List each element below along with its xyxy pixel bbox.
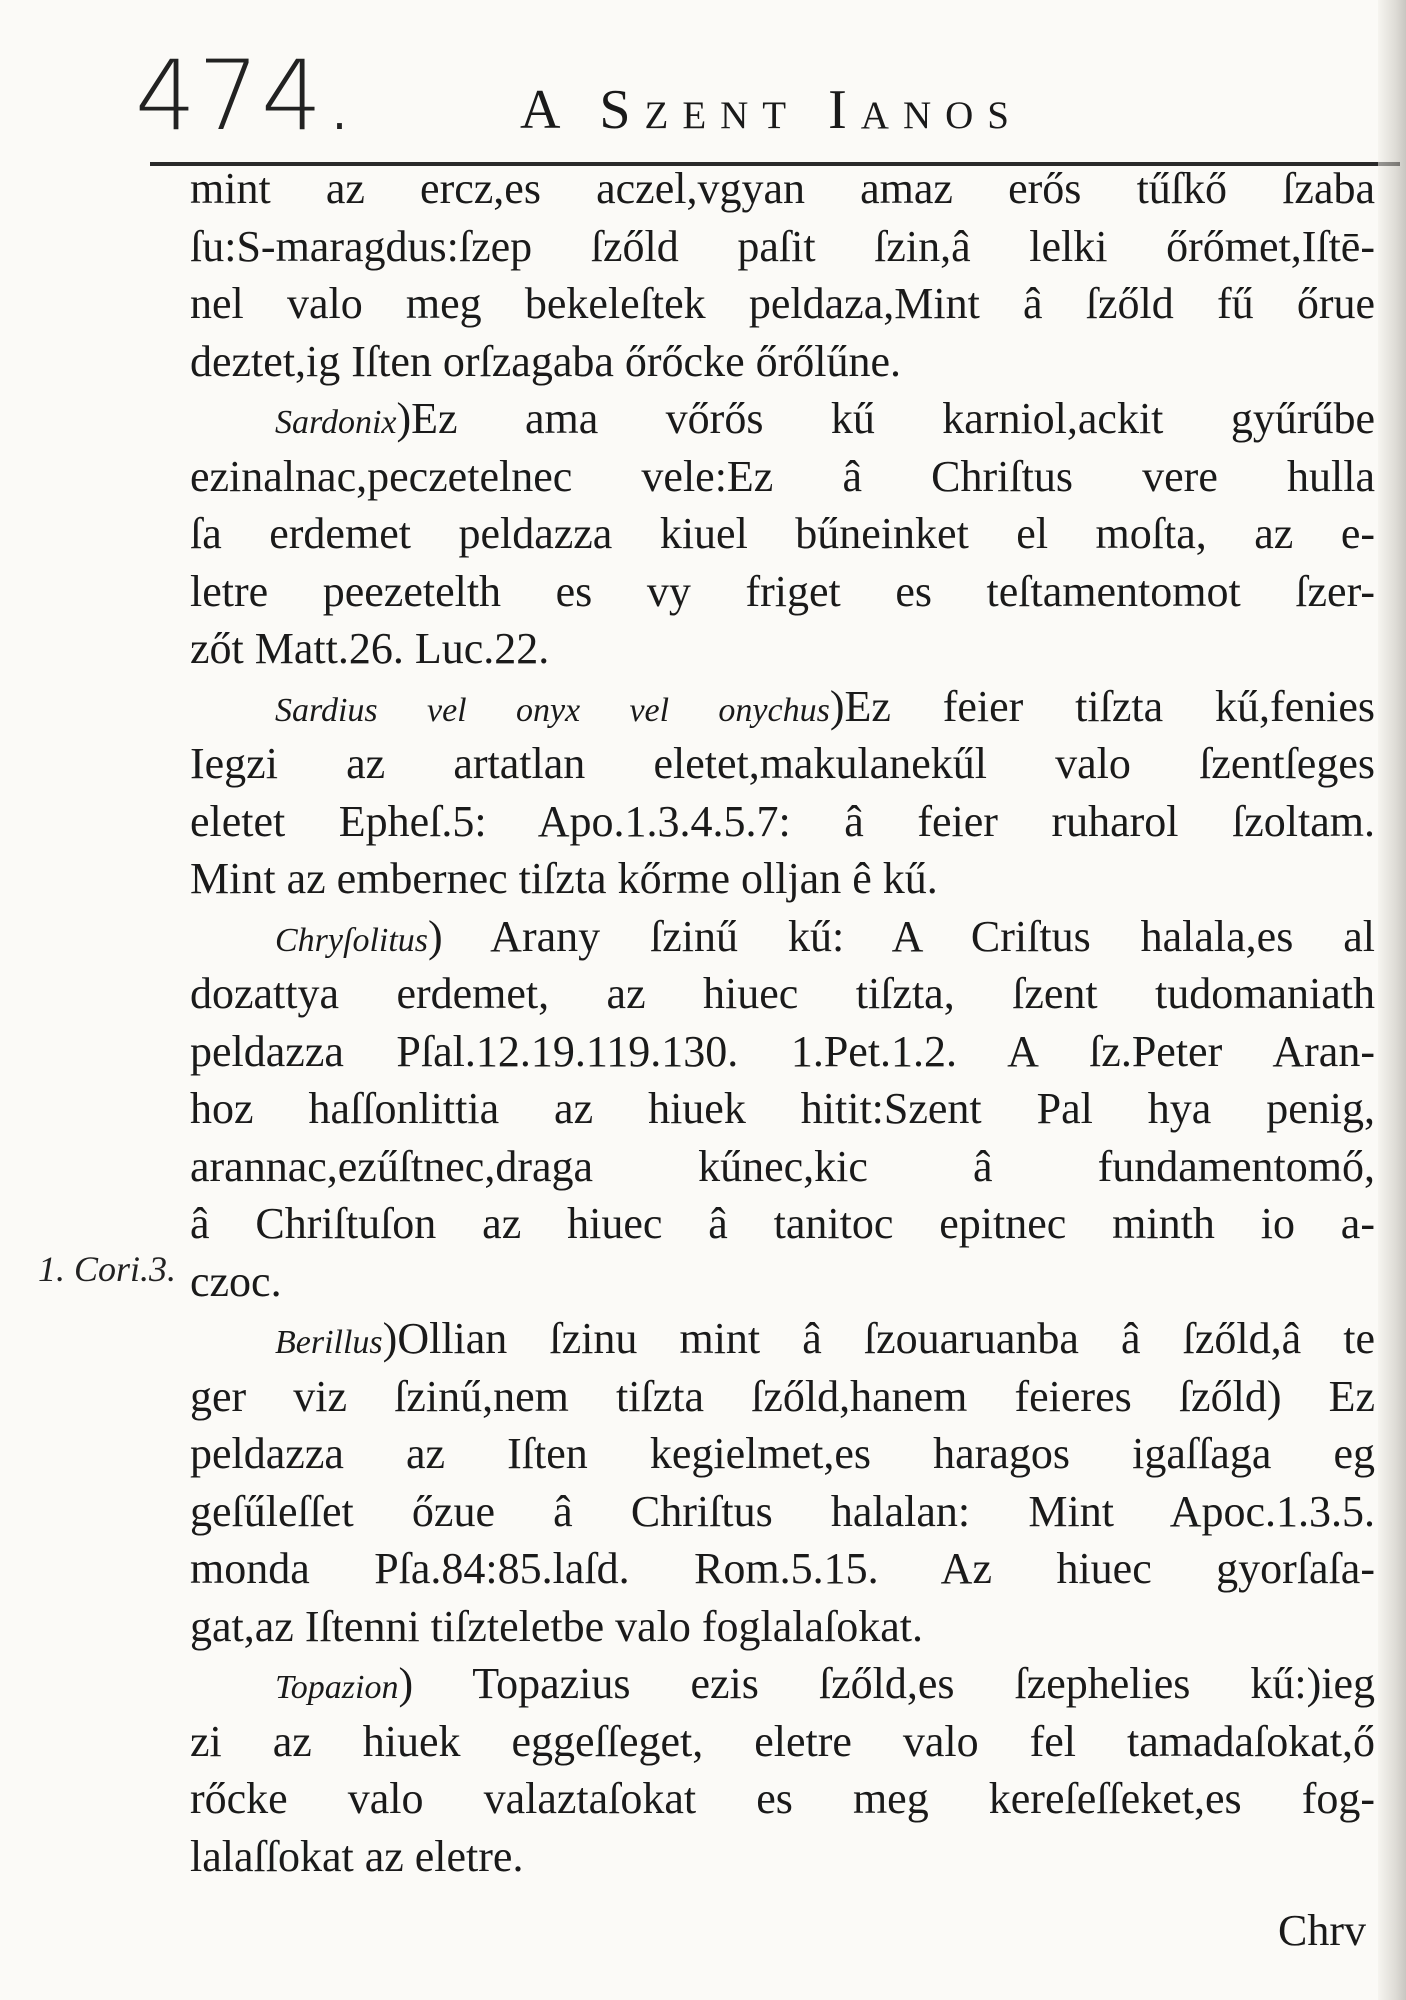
text-line: mint az ercz,es aczel,vgyan amaz erős tűſkő ſzaba bbox=[190, 164, 1375, 213]
text-line: zőt Matt.26. Luc.22. bbox=[190, 624, 550, 673]
text-line: Iegzi az artatlan eletet,makulanekűl valo ſzentſeges bbox=[190, 739, 1375, 788]
text-line: geſűleſſet őzue â Chriſtus halalan: Mint Apoc.1.3.5. bbox=[190, 1486, 1375, 1536]
text-line: ſu:S-maragdus:ſzep ſzőld paſit ſzin,â lelki őrőmet,Iſtē- bbox=[190, 221, 1375, 271]
text-line: â Chriſtuſon az hiuec â tanitoc epitnec minth io a- bbox=[190, 1199, 1375, 1248]
running-head: A Szent Ianos bbox=[520, 79, 1023, 141]
entry-term: Topazion bbox=[275, 1669, 399, 1706]
entry-line-topazion: Topazion) Topazius ezis ſzőld,es ſzephelies kű:)ieg bbox=[275, 1659, 1375, 1708]
text-line: peldazza az Iſten kegielmet,es haragos igaſſaga eg bbox=[190, 1429, 1375, 1478]
text-line: arannac,ezűſtnec,draga kűnec,kic â fundamentomő, bbox=[190, 1141, 1375, 1191]
text-line: zi az hiuek eggeſſeget, eletre valo fel tamadaſokat,ő bbox=[190, 1716, 1375, 1766]
text-line: nel valo meg bekeleſtek peldaza,Mint â ſzőld fű őrue bbox=[190, 279, 1375, 328]
entry-line-sardius: Sardius vel onyx vel onychus)Ez feier tiſzta kű,fenies bbox=[275, 681, 1375, 731]
catchword: Chrv bbox=[1278, 1906, 1366, 1955]
text-line: lalaſſokat az eletre. bbox=[190, 1831, 524, 1881]
text-line: eletet Epheſ.5: Apo.1.3.4.5.7: â feier ruharol ſzoltam. bbox=[190, 796, 1375, 846]
entry-line-sardonix: Sardonix)Ez ama vőrős kű karniol,ackit gyűrűbe bbox=[275, 394, 1375, 443]
margin-note: 1. Cori.3. bbox=[38, 1249, 177, 1289]
entry-term: Berillus bbox=[275, 1324, 383, 1361]
text-line: dozattya erdemet, az hiuec tiſzta, ſzent tudomaniath bbox=[190, 969, 1375, 1018]
text-line: Mint az embernec tiſzta kőrme olljan ê kű. bbox=[190, 854, 938, 903]
text-line: ezinalnac,peczetelnec vele:Ez â Chriſtus vere hulla bbox=[190, 451, 1375, 501]
text-line: monda Pſa.84:85.laſd. Rom.5.15. Az hiuec gyorſaſa- bbox=[190, 1544, 1375, 1593]
text-line: letre peezetelth es vy friget es teſtamentomot ſzer- bbox=[190, 566, 1375, 616]
text-line: peldazza Pſal.12.19.119.130. 1.Pet.1.2. A ſz.Peter Aran- bbox=[190, 1026, 1375, 1076]
text-line: czoc. bbox=[190, 1256, 282, 1306]
page-edge-shadow bbox=[1378, 0, 1406, 2000]
entry-line-chrysolitus: Chryſolitus) Arany ſzinű kű: A Criſtus halala,es al bbox=[275, 911, 1375, 961]
text-line: gat,az Iſtenni tiſzteletbe valo foglalaſokat. bbox=[190, 1601, 924, 1651]
text-line: rőcke valo valaztaſokat es meg kereſeſſeket,es fog- bbox=[190, 1774, 1375, 1823]
text-line: hoz haſſonlittia az hiuek hitit:Szent Pal hya penig, bbox=[190, 1084, 1375, 1133]
entry-term: Sardius vel onyx vel onychus bbox=[275, 691, 830, 729]
entry-line-berillus: Berillus)Ollian ſzinu mint â ſzouaruanba â ſzőld,â te bbox=[275, 1314, 1375, 1363]
entry-term: Sardonix bbox=[275, 404, 397, 441]
text-line: ſa erdemet peldazza kiuel bűneinket el moſta, az e- bbox=[190, 509, 1375, 558]
page-number: 474. bbox=[135, 40, 357, 152]
text-line: deztet,ig Iſten orſzagaba őrőcke őrőlűne. bbox=[190, 336, 902, 386]
entry-term: Chryſolitus bbox=[275, 921, 429, 959]
text-line: ger viz ſzinű,nem tiſzta ſzőld,hanem feieres ſzőld) Ez bbox=[190, 1371, 1375, 1421]
body-text bbox=[190, 160, 1375, 1885]
